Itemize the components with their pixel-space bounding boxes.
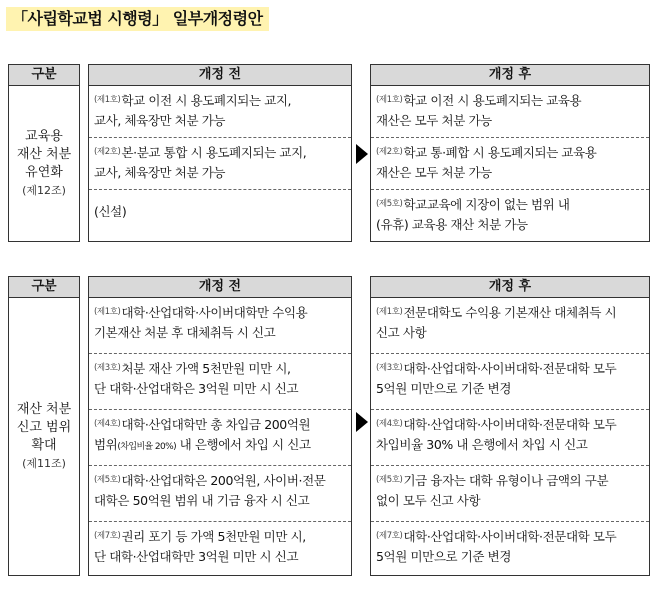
item-text: 단 대학·산업대학만 3억원 미만 시 신고 [94,549,299,564]
item-text: 학교 이전 시 용도폐지되는 교육용 [403,93,582,108]
clause-number: (제7호) [376,531,403,541]
item-text: 학교교육에 지장이 없는 범위 내 [403,197,570,212]
category-line: 재산 처분 [16,146,72,162]
article-ref: (제12조) [22,183,66,197]
item-text: (신설) [94,204,127,219]
category-column [8,276,80,576]
after-item [371,354,649,410]
item-text: 처분 재산 가액 5천만원 미만 시, [121,361,291,376]
before-item [89,138,351,190]
item-text: 대학·산업대학·사이버대학·전문대학 모두 [403,417,617,432]
before-item [89,522,351,575]
category-line: 신고 범위 [16,419,72,435]
clause-number: (제2호) [376,147,403,157]
item-text: 대학은 50억원 범위 내 기금 융자 시 신고 [94,493,310,508]
after-item [371,522,649,575]
item-text: 권리 포기 등 가액 5천만원 미만 시, [121,529,306,544]
item-text: 대학·산업대학은 200억원, 사이버·전문 [121,473,326,488]
category-column [8,64,80,242]
item-text: 재산은 모두 처분 가능 [376,165,492,180]
category-line: 재산 처분 [16,401,72,417]
before-item [89,410,351,466]
item-text: 단 대학·산업대학은 3억원 미만 시 신고 [94,381,299,396]
item-text: 없이 모두 신고 사항 [376,493,481,508]
after-item [371,138,649,190]
clause-number: (제1호) [94,95,121,105]
item-text: 범위 [94,437,118,452]
after-item [371,298,649,354]
clause-number: (제1호) [376,307,403,317]
item-text: 5억원 미만으로 기준 변경 [376,381,512,396]
item-text: 교사, 체육장만 처분 가능 [94,113,226,128]
category-label [9,298,79,575]
before-header: 개정 전 [89,65,351,86]
category-line: 유연화 [25,164,63,180]
clause-number: (제1호) [94,307,121,317]
clause-number: (제4호) [376,419,403,429]
item-text: (유휴) 교육용 재산 처분 가능 [376,217,528,232]
before-column [88,64,352,242]
after-item [371,466,649,522]
item-text: 학교 이전 시 용도폐지되는 교지, [121,93,292,108]
after-item [371,190,649,241]
item-text: 대학·산업대학만 총 차입금 200억원 [121,417,311,432]
clause-number: (제5호) [94,475,121,485]
article-ref: (제11조) [22,456,66,470]
item-text: 대학·산업대학·사이버대학만 수익용 [121,305,308,320]
item-text-line [94,435,346,457]
clause-number: (제2호) [94,147,121,157]
after-column [370,276,650,576]
category-header: 구분 [9,277,79,298]
item-text: 본·분교 통합 시 용도폐지되는 교지, [121,145,307,160]
category-label [9,86,79,241]
clause-number: (제5호) [376,475,403,485]
clause-number: (제7호) [94,531,121,541]
clause-number: (제4호) [94,419,121,429]
arrow-right-icon [356,144,368,164]
page-title: 「사립학교법 시행령」 일부개정령안 [6,7,269,31]
item-text: 재산은 모두 처분 가능 [376,113,492,128]
clause-number: (제1호) [376,95,403,105]
item-text: 기금 융자는 대학 유형이나 금액의 구분 [403,473,609,488]
arrow-right-icon [356,412,368,432]
after-item [371,86,649,138]
clause-number: (제5호) [376,199,403,209]
item-text: 학교 통·폐합 시 용도폐지되는 교육용 [403,145,597,160]
item-text: 신고 사항 [376,325,427,340]
after-item [371,410,649,466]
before-column [88,276,352,576]
before-item [89,86,351,138]
section-asset-disposal-flexibility [8,64,650,242]
item-text: 대학·산업대학·사이버대학·전문대학 모두 [403,361,617,376]
clause-number: (제3호) [376,363,403,373]
item-text: 5억원 미만으로 기준 변경 [376,549,512,564]
before-item [89,466,351,522]
clause-number: (제3호) [94,363,121,373]
after-header: 개정 후 [371,65,649,86]
item-text: 대학·산업대학·사이버대학·전문대학 모두 [403,529,617,544]
before-item [89,354,351,410]
before-header: 개정 전 [89,277,351,298]
item-text: 차입비율 30% 내 은행에서 차입 시 신고 [376,437,588,452]
category-line: 교육용 [25,128,63,144]
section-reporting-scope-expansion [8,276,650,576]
category-header: 구분 [9,65,79,86]
before-item-new [89,190,351,241]
after-header: 개정 후 [371,277,649,298]
item-text: 전문대학도 수익용 기본재산 대체취득 시 [403,305,617,320]
item-text: 내 은행에서 차입 시 신고 [176,437,311,452]
before-item [89,298,351,354]
category-line: 확대 [31,437,57,453]
item-note: (차입비율 20%) [117,442,177,452]
after-column [370,64,650,242]
item-text: 교사, 체육장만 처분 가능 [94,165,226,180]
item-text: 기본재산 처분 후 대체취득 시 신고 [94,325,276,340]
